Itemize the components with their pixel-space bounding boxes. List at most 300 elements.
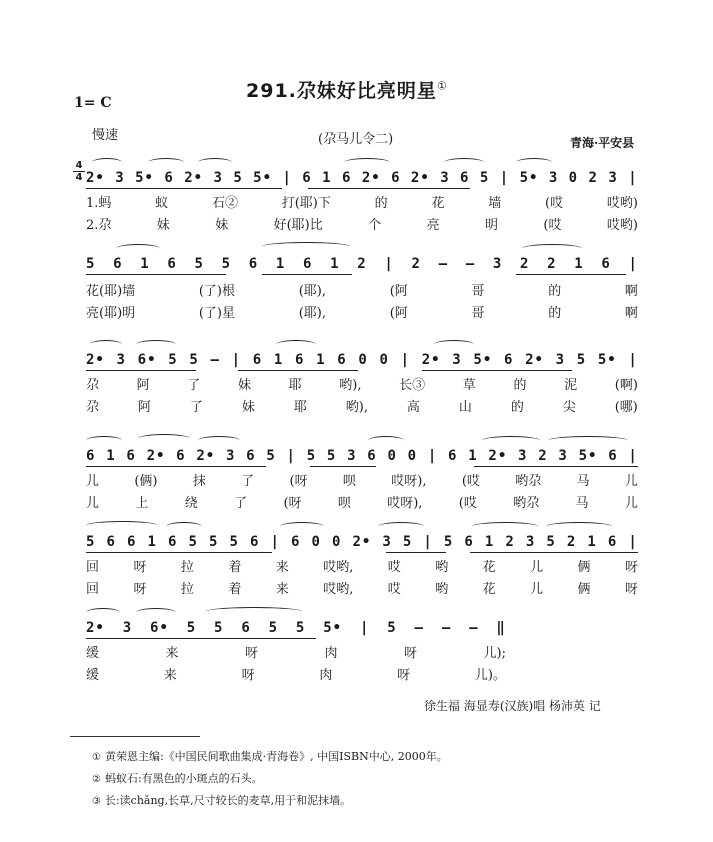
time-signature-top: 4: [75, 160, 83, 171]
lyric-syllable: 哎哟,: [323, 560, 354, 575]
notation-token: 6: [164, 170, 174, 186]
notation-token: ‖: [496, 620, 506, 636]
notation-token: 1: [147, 534, 157, 550]
slur: [92, 158, 122, 167]
slur: [344, 158, 390, 167]
notation-token: 0: [387, 448, 397, 464]
notation-token: 3: [555, 352, 566, 368]
lyric-syllable: (俩): [134, 474, 158, 489]
notation-token: 5: [233, 170, 243, 186]
lyric-syllable: 尕: [86, 400, 100, 415]
lyric-syllable: 来: [165, 646, 179, 661]
lyric-line-verse-2: [86, 664, 506, 684]
notation-token: 5•: [323, 620, 343, 636]
lyric-syllable: 哟: [435, 582, 449, 597]
notation-token: 6: [448, 448, 458, 464]
notation-token: 6: [337, 352, 347, 368]
notation-token: –: [469, 620, 479, 636]
footnote-divider: [70, 736, 200, 737]
notation-token: 1: [330, 256, 340, 272]
notation-line: [86, 348, 638, 368]
lyric-syllable: 呀: [133, 582, 147, 597]
beam-underline: [310, 466, 376, 467]
slur: [86, 521, 158, 530]
lyric-syllable: 了: [234, 496, 248, 511]
notation-token: 1: [273, 352, 284, 368]
slur: [276, 340, 316, 349]
notation-token: |: [628, 352, 638, 368]
beam-underline: [262, 274, 352, 275]
notation-token: 2: [505, 534, 515, 550]
lyric-syllable: 哎: [387, 560, 401, 575]
performer-credit: 徐生福 海显寿(汉族)唱 杨沛英 记: [424, 699, 601, 713]
notation-token: 6: [106, 534, 116, 550]
notation-token: 3: [440, 170, 450, 186]
notation-token: 2•: [361, 170, 381, 186]
notation-token: 2: [566, 534, 577, 550]
notation-token: 6: [291, 534, 301, 550]
beam-underline: [386, 552, 446, 553]
region-label: 青海·平安县: [570, 136, 635, 150]
lyric-syllable: 呀: [624, 560, 638, 575]
lyric-syllable: 1.蚂: [86, 196, 112, 211]
lyric-line-verse-1: [86, 374, 638, 394]
notation-token: 3: [525, 534, 536, 550]
notation-token: 6: [460, 170, 470, 186]
slur: [482, 436, 540, 445]
notation-line: [86, 166, 638, 186]
lyric-syllable: 尕: [86, 378, 100, 393]
lyric-syllable: 哟),: [339, 378, 362, 393]
slur: [116, 244, 160, 253]
notation-token: 2•: [525, 352, 544, 368]
lyric-syllable: 哟: [435, 560, 449, 575]
slur: [472, 522, 538, 531]
lyric-syllable: 缓: [86, 668, 100, 683]
slur: [138, 434, 190, 443]
lyric-syllable: 哥: [471, 284, 485, 299]
beam-underline: [308, 188, 470, 189]
lyric-syllable: 拉: [180, 560, 194, 575]
notation-token: –: [210, 352, 220, 368]
lyric-syllable: 儿)。: [474, 668, 506, 683]
lyric-syllable: 了: [187, 378, 201, 393]
lyric-syllable: (哎: [545, 196, 564, 211]
lyric-syllable: (哪): [614, 400, 638, 415]
lyric-syllable: (哎: [543, 218, 562, 233]
lyric-syllable: 草: [462, 378, 476, 393]
lyric-line-verse-2: [86, 302, 638, 322]
notation-token: 5: [188, 534, 198, 550]
lyric-syllable: 哥: [471, 306, 485, 321]
lyric-syllable: 缓: [86, 646, 100, 661]
lyric-line-verse-1: [86, 192, 638, 212]
notation-token: 6: [601, 256, 611, 272]
notation-token: 2: [357, 256, 367, 272]
lyric-syllable: 了: [189, 400, 203, 415]
notation-token: 6•: [150, 620, 169, 636]
notation-token: 5: [168, 352, 178, 368]
beam-underline: [86, 638, 316, 639]
notation-token: 5: [229, 534, 239, 550]
notation-token: 2: [538, 448, 548, 464]
lyric-syllable: 山: [458, 400, 472, 415]
lyric-syllable: 妹: [215, 218, 229, 233]
notation-token: 0: [311, 534, 321, 550]
lyric-syllable: 儿);: [483, 646, 506, 661]
beam-underline: [238, 370, 358, 371]
lyric-syllable: 蚁: [155, 196, 169, 211]
lyric-syllable: 好(耶)比: [273, 218, 323, 233]
lyric-syllable: 花: [482, 582, 496, 597]
notation-token: 6: [246, 448, 256, 464]
footnote-text: 黄荣恩主编:《中国民间歌曲集成·青海卷》, 中国ISBN中心, 2000年。: [104, 750, 448, 763]
notation-token: 5: [221, 256, 232, 272]
notation-token: 1: [322, 170, 332, 186]
lyric-syllable: 来: [163, 668, 177, 683]
notation-line: [86, 616, 506, 636]
lyric-syllable: 儿: [624, 496, 638, 511]
slur: [378, 522, 424, 531]
notation-token: 2: [520, 256, 530, 272]
lyric-line-verse-2: [86, 492, 638, 512]
lyric-syllable: 呀: [245, 646, 259, 661]
notation-token: 6: [176, 448, 186, 464]
notation-token: 1: [316, 352, 326, 368]
lyric-syllable: 哟尕: [515, 474, 542, 489]
notation-token: –: [465, 256, 476, 272]
notation-token: 2: [588, 170, 598, 186]
notation-token: 6: [127, 534, 137, 550]
lyric-syllable: 儿: [530, 560, 544, 575]
notation-token: 1: [574, 256, 584, 272]
notation-token: 5•: [253, 170, 273, 186]
notation-token: 6: [167, 256, 177, 272]
notation-token: 5•: [135, 170, 154, 186]
lyric-syllable: 肉: [324, 646, 338, 661]
notation-token: 5: [326, 448, 337, 464]
slur: [166, 522, 202, 531]
lyric-line-verse-1: [86, 470, 638, 490]
notation-token: 3: [452, 352, 462, 368]
notation-token: 3: [548, 170, 559, 186]
notation-token: 6: [86, 448, 96, 464]
lyric-syllable: 哎呀),: [387, 496, 423, 511]
lyric-syllable: 打(耶)下: [281, 196, 331, 211]
slur: [522, 244, 582, 253]
tempo-marking: 慢速: [92, 128, 119, 143]
notation-token: 1: [275, 256, 286, 272]
lyric-syllable: (呀: [283, 496, 302, 511]
lyric-syllable: (哎: [458, 496, 477, 511]
lyric-syllable: 哟尕: [513, 496, 540, 511]
notation-token: 6: [464, 534, 474, 550]
lyric-syllable: 俩: [577, 560, 591, 575]
tune-type-subtitle: (尕马儿令二): [318, 132, 394, 147]
notation-token: 2•: [184, 170, 204, 186]
lyric-syllable: 哎哟): [606, 196, 638, 211]
lyric-syllable: 哟),: [345, 400, 368, 415]
slur: [444, 158, 484, 167]
notation-token: 2•: [146, 448, 166, 464]
notation-token: 6: [126, 448, 136, 464]
notation-token: 5•: [578, 448, 598, 464]
notation-token: 5•: [597, 352, 617, 368]
footnote-text: 蚂蚁石:有黑色的小斑点的石头。: [104, 772, 263, 785]
notation-token: 6: [391, 170, 401, 186]
notation-token: 1: [468, 448, 478, 464]
beam-underline: [422, 370, 572, 371]
lyric-syllable: 墙: [488, 196, 502, 211]
notation-token: 5•: [519, 170, 539, 186]
lyric-syllable: 啊: [624, 306, 638, 321]
slur: [434, 340, 474, 349]
notation-token: 3: [116, 352, 126, 368]
lyric-syllable: 呗: [337, 496, 351, 511]
notation-token: 0: [332, 534, 342, 550]
beam-underline: [470, 552, 638, 553]
notation-token: 2•: [488, 448, 508, 464]
lyric-syllable: 呀: [404, 646, 418, 661]
lyric-syllable: 儿: [86, 496, 100, 511]
notation-token: 2•: [86, 170, 105, 186]
notation-token: 6: [608, 448, 618, 464]
key-signature: 1= C: [74, 95, 112, 111]
notation-token: 3: [213, 170, 223, 186]
notation-token: |: [628, 534, 638, 550]
notation-token: 5: [443, 534, 454, 550]
notation-token: 5: [266, 448, 276, 464]
notation-token: 6: [248, 256, 259, 272]
song-title: 291.尕妹好比亮明星①: [246, 79, 448, 102]
notation-token: 1: [587, 534, 597, 550]
lyric-syllable: 的: [513, 378, 527, 393]
notation-token: 6: [367, 448, 377, 464]
notation-token: |: [286, 448, 296, 464]
lyric-syllable: 亮: [426, 218, 440, 233]
notation-token: 5•: [473, 352, 493, 368]
lyric-syllable: 2.尕: [86, 218, 112, 233]
slur: [546, 522, 612, 531]
notation-token: |: [282, 170, 292, 186]
lyric-syllable: 花: [482, 560, 496, 575]
lyric-syllable: 石②: [211, 196, 238, 211]
notation-token: 3: [225, 448, 236, 464]
lyric-syllable: (阿: [389, 306, 408, 321]
lyric-syllable: 哎: [387, 582, 401, 597]
notation-token: 6: [168, 534, 178, 550]
lyric-syllable: (耶),: [298, 284, 326, 299]
notation-token: 5: [295, 620, 306, 636]
footnote-3: [92, 792, 351, 808]
lyric-syllable: (阿: [389, 284, 408, 299]
lyric-syllable: 呀: [624, 582, 638, 597]
lyric-syllable: 的: [374, 196, 388, 211]
notation-token: |: [400, 352, 411, 368]
notation-token: 3: [492, 256, 503, 272]
notation-token: |: [359, 620, 370, 636]
notation-token: 2: [547, 256, 557, 272]
notation-token: 6: [303, 256, 313, 272]
lyric-line-verse-2: [86, 396, 638, 416]
lyric-syllable: 马: [575, 496, 589, 511]
notation-token: 0: [379, 352, 389, 368]
lyric-syllable: 妹: [237, 378, 251, 393]
slur: [148, 158, 184, 167]
notation-token: 2•: [421, 352, 441, 368]
notation-token: 0: [407, 448, 418, 464]
notation-token: 3: [122, 620, 133, 636]
lyric-syllable: 长③: [399, 378, 426, 393]
lyric-syllable: 亮(耶)明: [86, 306, 136, 321]
slur: [198, 158, 232, 167]
slur: [136, 608, 176, 617]
notation-token: 6: [241, 620, 251, 636]
notation-token: 1: [106, 448, 116, 464]
lyric-syllable: 俩: [577, 582, 591, 597]
slur: [548, 436, 628, 445]
lyric-syllable: 尖: [562, 400, 576, 415]
beam-underline: [474, 466, 638, 467]
time-signature: [73, 160, 85, 183]
lyric-syllable: 高: [406, 400, 420, 415]
notation-token: 5: [86, 256, 96, 272]
lyric-syllable: 花: [431, 196, 445, 211]
lyric-syllable: (了)根: [198, 284, 236, 299]
notation-token: 6: [250, 534, 260, 550]
notation-token: 5: [86, 534, 96, 550]
beam-underline: [86, 552, 272, 553]
notation-token: 2•: [86, 620, 105, 636]
slur: [90, 340, 122, 349]
notation-token: 6: [607, 534, 618, 550]
lyric-syllable: 抹: [192, 474, 206, 489]
notation-token: 1: [484, 534, 495, 550]
lyric-syllable: 啊: [624, 284, 638, 299]
lyric-syllable: 来: [275, 560, 289, 575]
notation-token: 5: [189, 352, 199, 368]
lyric-syllable: 阿: [137, 400, 151, 415]
notation-token: |: [231, 352, 242, 368]
lyric-syllable: 来: [275, 582, 289, 597]
lyric-syllable: 呀: [241, 668, 255, 683]
lyric-syllable: (呀: [289, 474, 308, 489]
notation-token: 3: [608, 170, 618, 186]
lyric-syllable: 肉: [319, 668, 333, 683]
lyric-syllable: 绕: [184, 496, 198, 511]
notation-token: 1: [140, 256, 150, 272]
lyric-line-verse-2: [86, 214, 638, 234]
lyric-syllable: 哎哟): [606, 218, 638, 233]
slur: [262, 242, 350, 251]
lyric-line-verse-1: [86, 280, 638, 300]
notation-token: 2•: [86, 352, 105, 368]
notation-token: 3: [518, 448, 528, 464]
notation-token: 6: [294, 352, 305, 368]
lyric-line-verse-1: [86, 642, 506, 662]
notation-token: 6: [252, 352, 263, 368]
notation-token: 5: [479, 170, 490, 186]
lyric-syllable: 花(耶)墙: [86, 284, 136, 299]
notation-line: [86, 252, 638, 272]
notation-token: 6: [302, 170, 312, 186]
slur: [86, 436, 122, 445]
notation-token: |: [628, 256, 638, 272]
time-signature-bottom: 4: [75, 172, 83, 183]
lyric-syllable: 上: [135, 496, 149, 511]
lyric-syllable: 妹: [241, 400, 255, 415]
slur: [206, 607, 302, 616]
beam-underline: [86, 370, 196, 371]
lyric-syllable: 回: [86, 560, 100, 575]
notation-token: 5: [194, 256, 204, 272]
footnote-text: 长:读chǎng,长草,尺寸较长的麦草,用于和泥抹墙。: [104, 794, 352, 807]
notation-token: –: [414, 620, 424, 636]
lyric-syllable: (啊): [614, 378, 638, 393]
lyric-syllable: (了)星: [198, 306, 236, 321]
notation-token: 5: [387, 620, 397, 636]
lyric-syllable: 耶: [293, 400, 307, 415]
lyric-syllable: 耶: [288, 378, 302, 393]
lyric-syllable: 的: [548, 284, 562, 299]
lyric-syllable: 哎呀),: [391, 474, 427, 489]
slur: [136, 340, 176, 349]
notation-token: |: [628, 448, 638, 464]
title-footnote-mark: ①: [436, 79, 448, 93]
notation-token: 5: [214, 620, 224, 636]
beam-underline: [516, 274, 626, 275]
notation-token: |: [423, 534, 433, 550]
slur: [368, 436, 404, 445]
slur: [86, 608, 120, 617]
lyric-syllable: 拉: [180, 582, 194, 597]
lyric-syllable: 儿: [624, 474, 638, 489]
notation-token: 6: [341, 170, 352, 186]
notation-token: 2•: [196, 448, 216, 464]
lyric-syllable: 的: [548, 306, 562, 321]
lyric-syllable: 着: [228, 582, 242, 597]
notation-token: 5: [268, 620, 279, 636]
notation-token: 3: [347, 448, 357, 464]
footnote-1: [92, 748, 448, 764]
lyric-syllable: (耶),: [298, 306, 326, 321]
beam-underline: [86, 274, 226, 275]
lyric-syllable: 泥: [564, 378, 578, 393]
lyric-syllable: 呀: [133, 560, 147, 575]
notation-token: 5: [576, 352, 587, 368]
footnote-mark: ②: [92, 774, 101, 785]
footnote-mark: ①: [92, 752, 101, 763]
notation-token: –: [441, 620, 452, 636]
notation-token: 6: [113, 256, 123, 272]
notation-token: |: [628, 170, 638, 186]
notation-token: 3: [115, 170, 125, 186]
lyric-syllable: 儿: [86, 474, 100, 489]
footnote-mark: ③: [92, 796, 101, 807]
notation-token: |: [499, 170, 510, 186]
notation-token: 5: [209, 534, 219, 550]
notation-token: 3: [382, 534, 392, 550]
notation-token: 0: [358, 352, 368, 368]
lyric-syllable: 呀: [397, 668, 411, 683]
beam-underline: [86, 188, 282, 189]
lyric-syllable: 马: [576, 474, 590, 489]
lyric-syllable: 明: [484, 218, 498, 233]
lyric-syllable: 个: [368, 218, 382, 233]
footnote-2: [92, 770, 263, 786]
notation-token: 5: [306, 448, 317, 464]
lyric-syllable: 呗: [342, 474, 356, 489]
